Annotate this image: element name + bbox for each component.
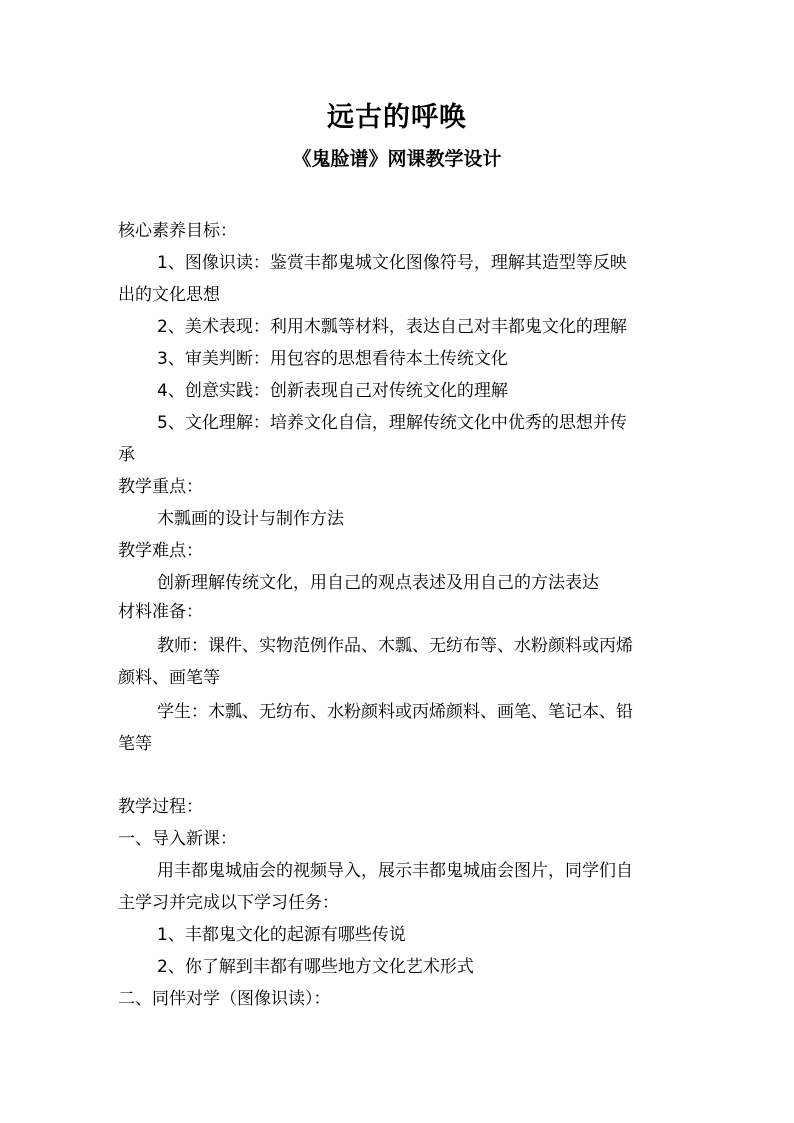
process-section-1-heading: 一、导入新课： (118, 829, 237, 849)
core-goals-heading: 核心素养目标： (118, 221, 237, 241)
document-title: 远古的呼唤 (327, 102, 467, 133)
core-goal-item-3: 3、审美判断：用包容的思想看待本土传统文化 (157, 349, 508, 369)
core-goal-item-5-line-1: 5、文化理解：培养文化自信，理解传统文化中优秀的思想并传 (157, 413, 627, 433)
process-heading: 教学过程： (118, 797, 203, 817)
materials-teacher-line-1: 教师：课件、实物范例作品、木瓢、无纺布等、水粉颜料或丙烯 (157, 636, 633, 656)
process-task-2: 2、你了解到丰都有哪些地方文化艺术形式 (157, 957, 474, 977)
key-points-heading: 教学重点： (118, 477, 203, 497)
document-subtitle: 《鬼脸谱》网课教学设计 (292, 148, 502, 170)
materials-student-line-1: 学生：木瓢、无纺布、水粉颜料或丙烯颜料、画笔、笔记本、铅 (157, 702, 633, 722)
core-goal-item-5-line-2: 承 (118, 445, 135, 465)
core-goal-item-1-line-2: 出的文化思想 (118, 285, 220, 305)
core-goal-item-4: 4、创意实践：创新表现自己对传统文化的理解 (157, 381, 508, 401)
core-goal-item-1-line-1: 1、图像识读：鉴赏丰都鬼城文化图像符号，理解其造型等反映 (157, 253, 627, 273)
difficulties-heading: 教学难点： (118, 541, 203, 561)
core-goal-item-2: 2、美术表现：利用木瓢等材料，表达自己对丰都鬼文化的理解 (157, 317, 627, 337)
materials-heading: 材料准备： (118, 602, 203, 622)
materials-student-line-2: 笔等 (118, 734, 152, 754)
process-section-1-line-1: 用丰都鬼城庙会的视频导入，展示丰都鬼城庙会图片，同学们自 (157, 861, 633, 881)
key-points-text: 木瓢画的设计与制作方法 (157, 509, 344, 529)
difficulties-text: 创新理解传统文化，用自己的观点表述及用自己的方法表达 (157, 573, 599, 593)
process-section-1-line-2: 主学习并完成以下学习任务： (118, 893, 339, 913)
process-section-2-heading: 二、同伴对学（图像识读）： (118, 989, 331, 1009)
materials-teacher-line-2: 颜料、画笔等 (118, 668, 220, 688)
process-task-1: 1、丰都鬼文化的起源有哪些传说 (157, 925, 406, 945)
